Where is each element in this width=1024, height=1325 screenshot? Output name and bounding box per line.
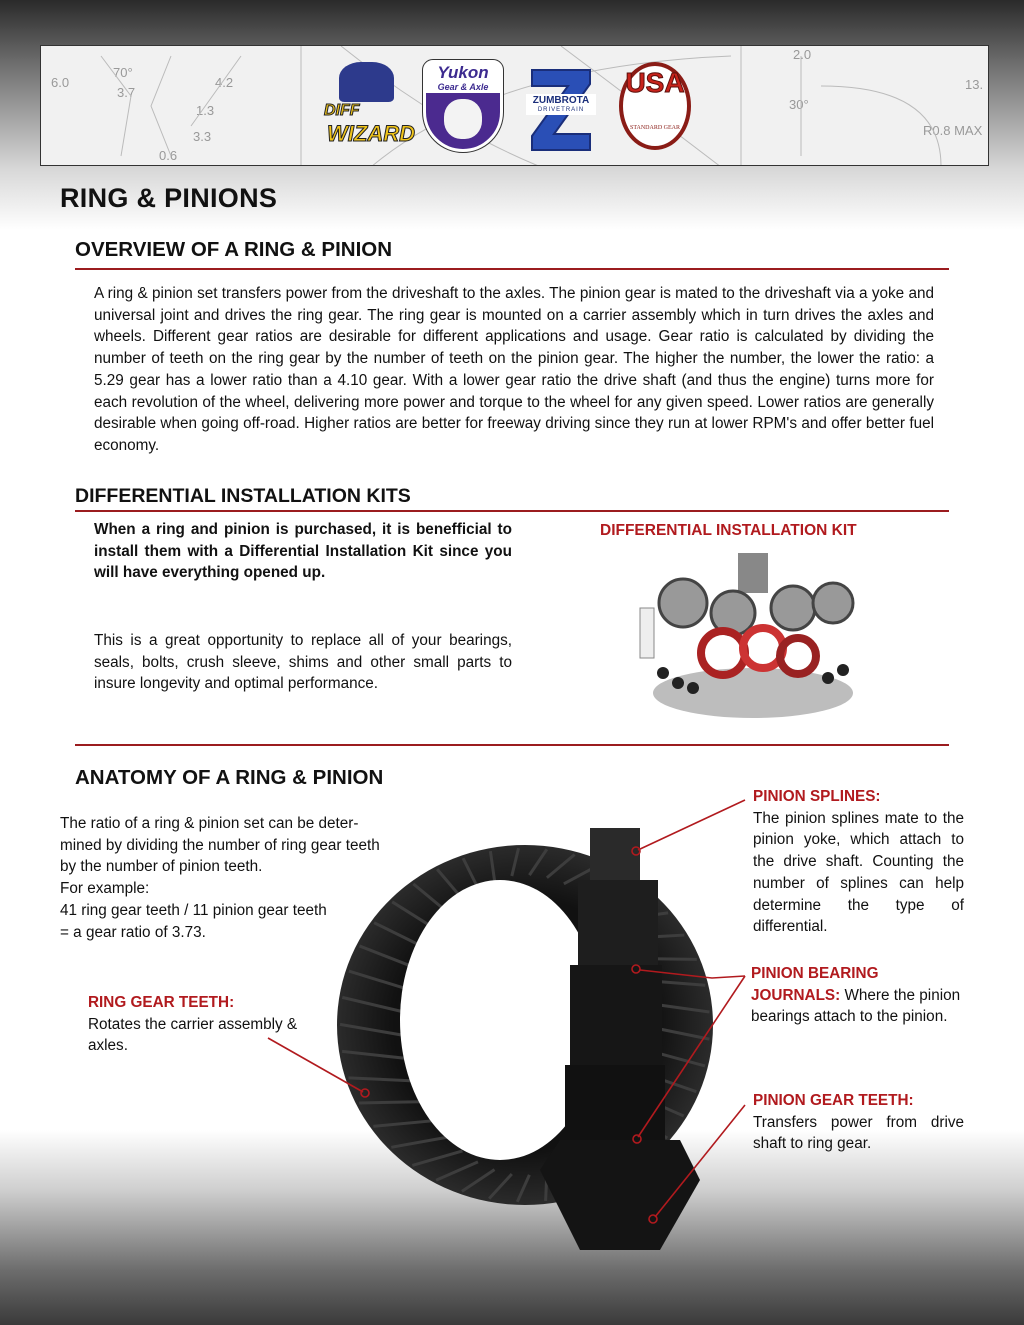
diff-wizard-logo: DIFF WIZARD (319, 56, 409, 156)
anatomy-intro: The ratio of a ring & pinion set can be deter- mined by dividing the number of ring gear teeth by the number of pinion teeth. For example: 41 ring gear teeth / 11 pinion gear teeth = a gear ratio of 3.73. (60, 815, 380, 941)
usa-standard-gear-logo: USA STANDARD GEAR (619, 62, 691, 150)
dimension-label: R0.8 MAX (923, 123, 983, 138)
dimension-label: 70° (113, 65, 133, 80)
pinion-gear (540, 1140, 700, 1250)
anatomy-heading: ANATOMY OF A RING & PINION (75, 766, 384, 789)
section-divider (75, 744, 949, 746)
ring-gear-teeth-callout: RING GEAR TEETH: Rotates the carrier assembly & axles. (88, 994, 298, 1055)
dimension-label: 6.0 (51, 75, 70, 90)
pinion-splines (590, 828, 640, 888)
pinion-gear-teeth-callout: PINION GEAR TEETH: Transfers power from drive shaft to ring gear. (753, 1092, 964, 1153)
kits-text-1: When a ring and pinion is purchased, it is benefficial to install them with a Differential Installation Kit since you will have everything opened up. (94, 521, 512, 582)
dimension-label: 4.2 (215, 75, 234, 90)
overview-heading: OVERVIEW OF A RING & PINION (75, 238, 393, 261)
gear-tooth (359, 1102, 426, 1103)
dimension-label: 2.0 (793, 47, 812, 62)
page-title: RING & PINIONS (60, 183, 278, 213)
installation-kit-image (628, 548, 868, 723)
kits-heading: DIFFERENTIAL INSTALLATION KITS (75, 485, 411, 507)
pinion-splines-callout: PINION SPLINES: The pinion splines mate to the pinion yoke, which attach to the drive shaft. Counting the number of splines can help determine the type of differential. (753, 788, 964, 936)
yukon-logo: Yukon Gear & Axle (423, 60, 503, 152)
section-divider (75, 268, 949, 270)
dimension-label: 30° (789, 97, 809, 112)
dimension-label: 3.3 (193, 129, 212, 144)
kits-text-2: This is a great opportunity to replace all of your bearings, seals, bolts, crush sleeve, shims and other small parts to insure longevity and optimal performance. (94, 632, 512, 693)
dimension-label: 3.7 (117, 85, 136, 100)
dimension-label: 1.3 (196, 103, 215, 118)
brand-banner (40, 45, 989, 166)
pinion-bearing-callout: PINION BEARING JOURNALS: Where the pinion bearings attach to the pinion. (751, 965, 961, 1026)
blueprint-lines (41, 46, 989, 166)
kit-image-label: DIFFERENTIAL INSTALLATION KIT (600, 522, 857, 539)
zumbrota-logo: ZUMBROTA DRIVETRAIN (526, 56, 596, 156)
dimension-label: 13. (965, 77, 984, 92)
overview-text: A ring & pinion set transfers power from the driveshaft to the axles. The pinion gear is mated to the driveshaft via a yoke and universal joint and drives the ring gear. The ring gear is mounted on a carrier assembly which in turn drives the axles and wheels. Different gear ratios are desirable for different applications and usage. Gear ratio is calculated by dividing the number of teeth on the ring gear by the number of teeth on the pinion gear. The higher the number, the lower the ratio: a 5.29 gear has a lower ratio than a 4.10 gear. With a lower gear ratio the drive shaft (and thus the engine) turns more for each revolution of the wheel, delivering more power and torque to the wheel for any given speed. Lower ratios are generally desirable when going off-road. Higher ratios are better for freeway driving since they run at lower RPM's and offer better fuel economy. (94, 285, 934, 454)
section-divider (75, 510, 949, 512)
dimension-label: 0.6 (159, 148, 178, 163)
